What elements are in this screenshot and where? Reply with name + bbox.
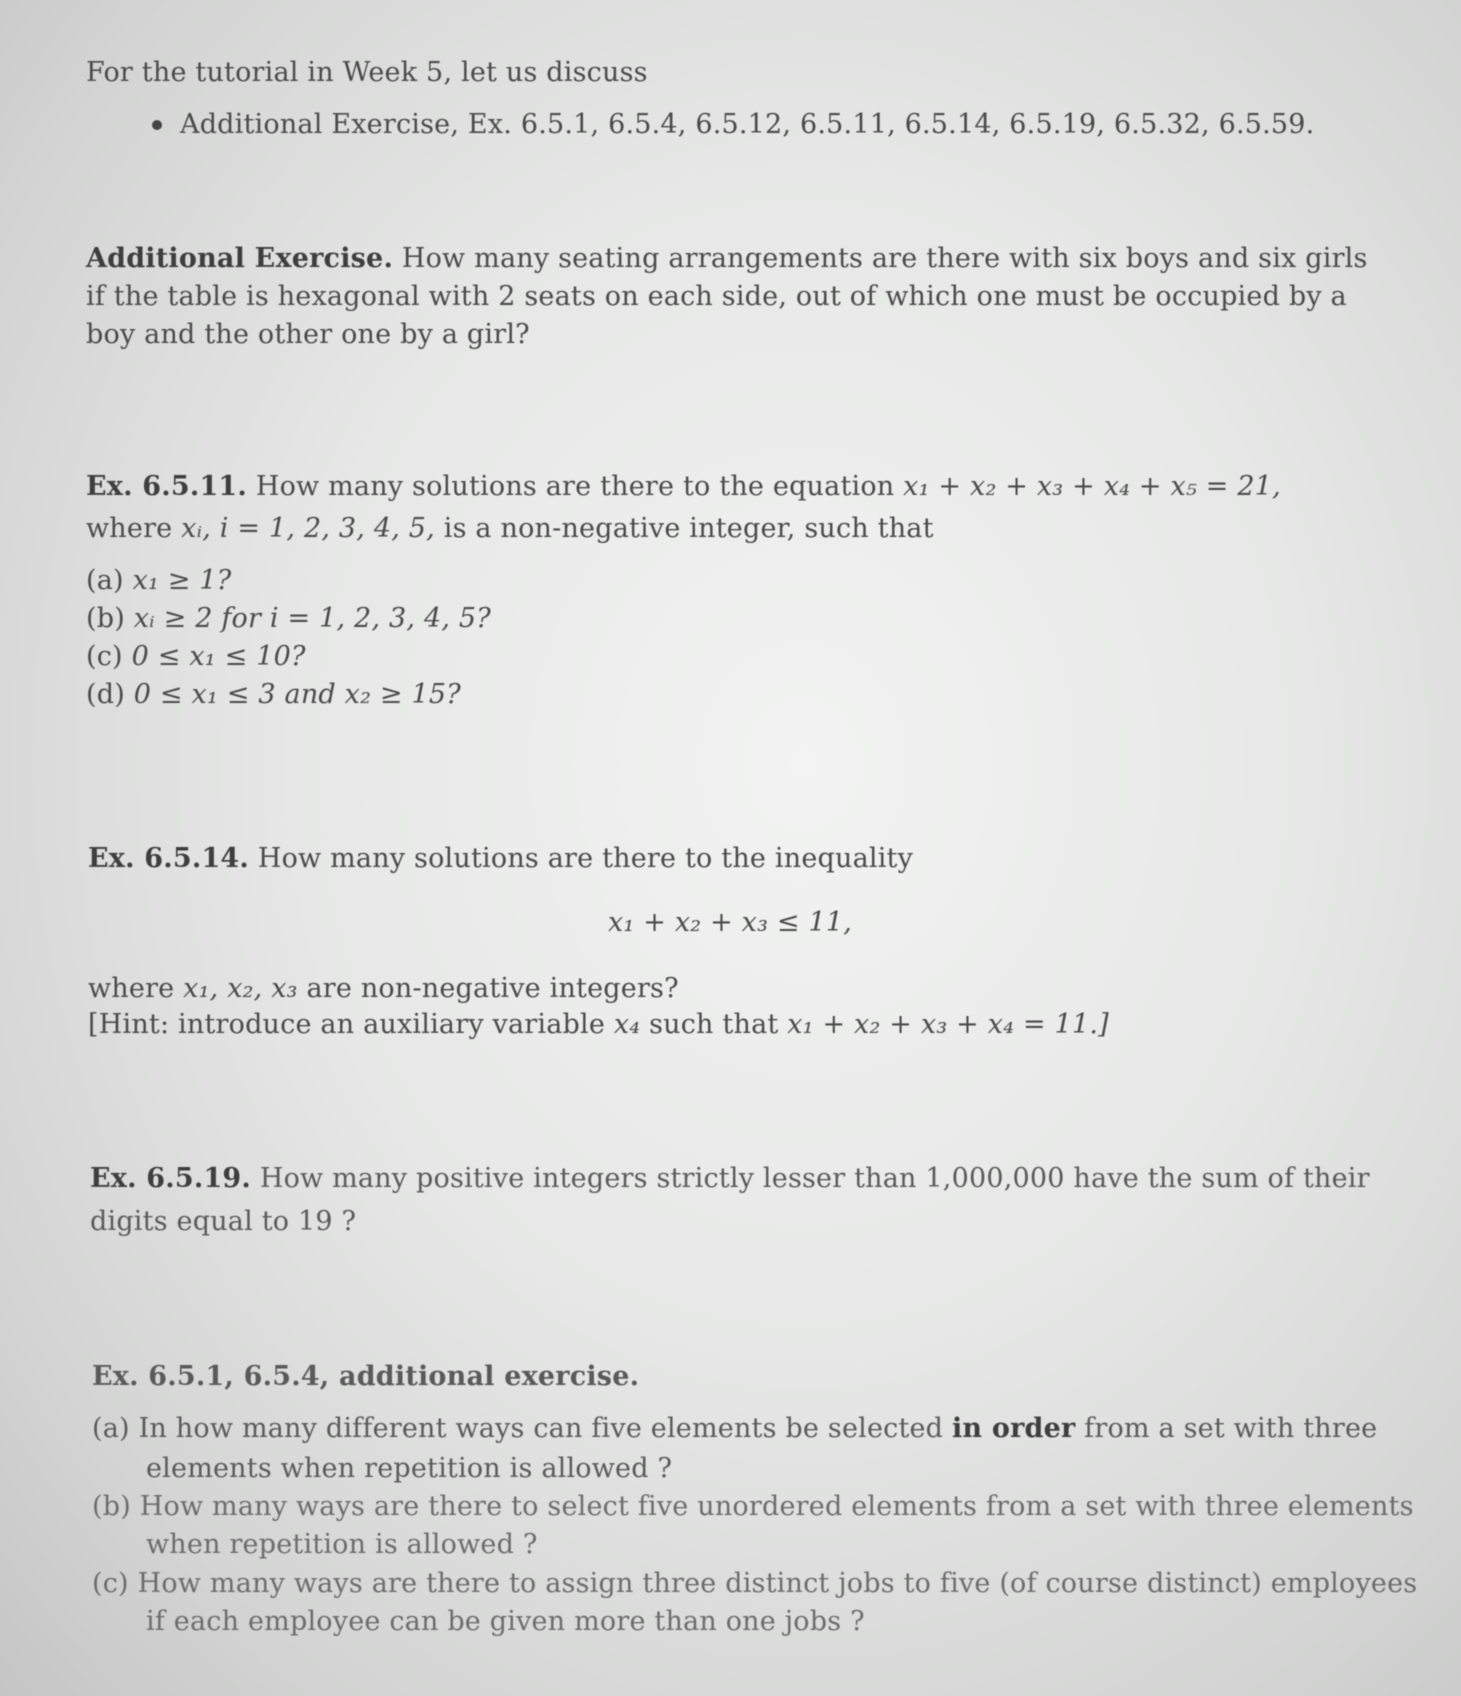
ex-6-5-11-index-math: xᵢ, i = 1, 2, 3, 4, 5, <box>181 513 435 544</box>
ex-6-5-19-line-2: digits equal to 19 ? <box>90 1206 357 1237</box>
hint-equation: x₁ + x₂ + x₃ + x₄ = 11.] <box>787 1009 1109 1040</box>
ex-6-5-11-equation: x₁ + x₂ + x₃ + x₄ + x₅ = 21, <box>903 471 1281 502</box>
part-text: xᵢ ≥ 2 for i = 1, 2, 3, 4, 5? <box>133 603 491 634</box>
part-text: How many ways are there to assign three distinct jobs to five (of course distinct) employees <box>137 1568 1418 1599</box>
ex-6-5-14-display-math: x₁ + x₂ + x₃ ≤ 11, <box>608 907 853 938</box>
ex-6-5-11-where: where <box>86 513 173 544</box>
ex-6-5-1-4-part-b-line-1 <box>92 1488 1414 1526</box>
ex-6-5-11-line-1 <box>86 468 1281 506</box>
part-text: x₁ ≥ 1? <box>132 565 232 596</box>
ex-6-5-11-line-2 <box>86 510 934 548</box>
ex-6-5-14-where: where <box>88 973 175 1004</box>
part-text-post: from a set with three <box>1084 1413 1378 1444</box>
ex-6-5-14-line-2 <box>88 970 679 1008</box>
ex-6-5-11-part-a <box>86 562 231 600</box>
ex-6-5-1-4-part-c-line-2: if each employee can be given more than one jobs ? <box>146 1606 865 1637</box>
ex-6-5-1-4-heading: Ex. 6.5.1, 6.5.4, additional exercise. <box>92 1361 640 1392</box>
additional-exercise-line-1 <box>86 240 1368 278</box>
ex-6-5-14-hint <box>88 1006 1109 1044</box>
additional-exercise-line-2: if the table is hexagonal with 2 seats on each side, out of which one must be occupied by a <box>86 281 1347 312</box>
ex-6-5-1-4-part-a-line-1 <box>92 1410 1377 1448</box>
ex-6-5-19-text: How many positive integers strictly lesser than 1,000,000 have the sum of their <box>259 1163 1370 1194</box>
ex-6-5-11-heading: Ex. 6.5.11. <box>86 471 248 502</box>
additional-exercise-heading: Additional Exercise. <box>86 243 394 274</box>
part-text: 0 ≤ x₁ ≤ 10? <box>131 641 306 672</box>
intro-bullet-item: Additional Exercise, Ex. 6.5.1, 6.5.4, 6.5.12, 6.5.11, 6.5.14, 6.5.19, 6.5.32, 6.5.59. <box>180 109 1315 140</box>
ex-6-5-11-part-b <box>86 600 491 638</box>
ex-6-5-11-part-c <box>86 638 306 676</box>
part-label: (b) <box>86 603 125 634</box>
additional-exercise-line-3: boy and the other one by a girl? <box>86 319 530 350</box>
ex-6-5-1-4-part-c-line-1 <box>92 1565 1417 1603</box>
ex-6-5-19-line-1 <box>90 1160 1370 1198</box>
hint-text: [Hint: introduce an auxiliary variable <box>88 1009 606 1040</box>
part-emphasis: in order <box>951 1413 1076 1444</box>
hint-text-mid: such that <box>649 1009 779 1040</box>
ex-6-5-11-part-d <box>86 676 461 714</box>
part-label: (c) <box>86 641 123 672</box>
part-text: 0 ≤ x₁ ≤ 3 and x₂ ≥ 15? <box>133 679 461 710</box>
bullet-icon <box>152 120 162 130</box>
ex-6-5-11-condition: is a non-negative integer, such that <box>443 513 934 544</box>
intro-text: For the tutorial in Week 5, let us discuss <box>86 57 648 88</box>
part-label: (d) <box>86 679 125 710</box>
ex-6-5-14-text: How many solutions are there to the inequality <box>257 843 914 874</box>
part-label: (c) <box>92 1568 129 1599</box>
ex-6-5-14-vars: x₁, x₂, x₃ <box>183 973 298 1004</box>
hint-variable: x₄ <box>613 1009 641 1040</box>
ex-6-5-1-4-part-b-line-2: when repetition is allowed ? <box>146 1529 538 1560</box>
ex-6-5-14-heading: Ex. 6.5.14. <box>88 843 250 874</box>
part-label: (a) <box>86 565 124 596</box>
ex-6-5-14-condition: are non-negative integers? <box>306 973 679 1004</box>
ex-6-5-14-line-1 <box>88 840 913 878</box>
ex-6-5-19-heading: Ex. 6.5.19. <box>90 1163 252 1194</box>
ex-6-5-1-4-part-a-line-2: elements when repetition is allowed ? <box>146 1453 673 1484</box>
part-label: (a) <box>92 1413 130 1444</box>
part-label: (b) <box>92 1491 131 1522</box>
additional-exercise-text-1: How many seating arrangements are there with six boys and six girls <box>401 243 1368 274</box>
part-text: How many ways are there to select five unordered elements from a set with three elements <box>139 1491 1414 1522</box>
part-text: In how many different ways can five elements be selected <box>138 1413 944 1444</box>
ex-6-5-11-text: How many solutions are there to the equation <box>255 471 895 502</box>
